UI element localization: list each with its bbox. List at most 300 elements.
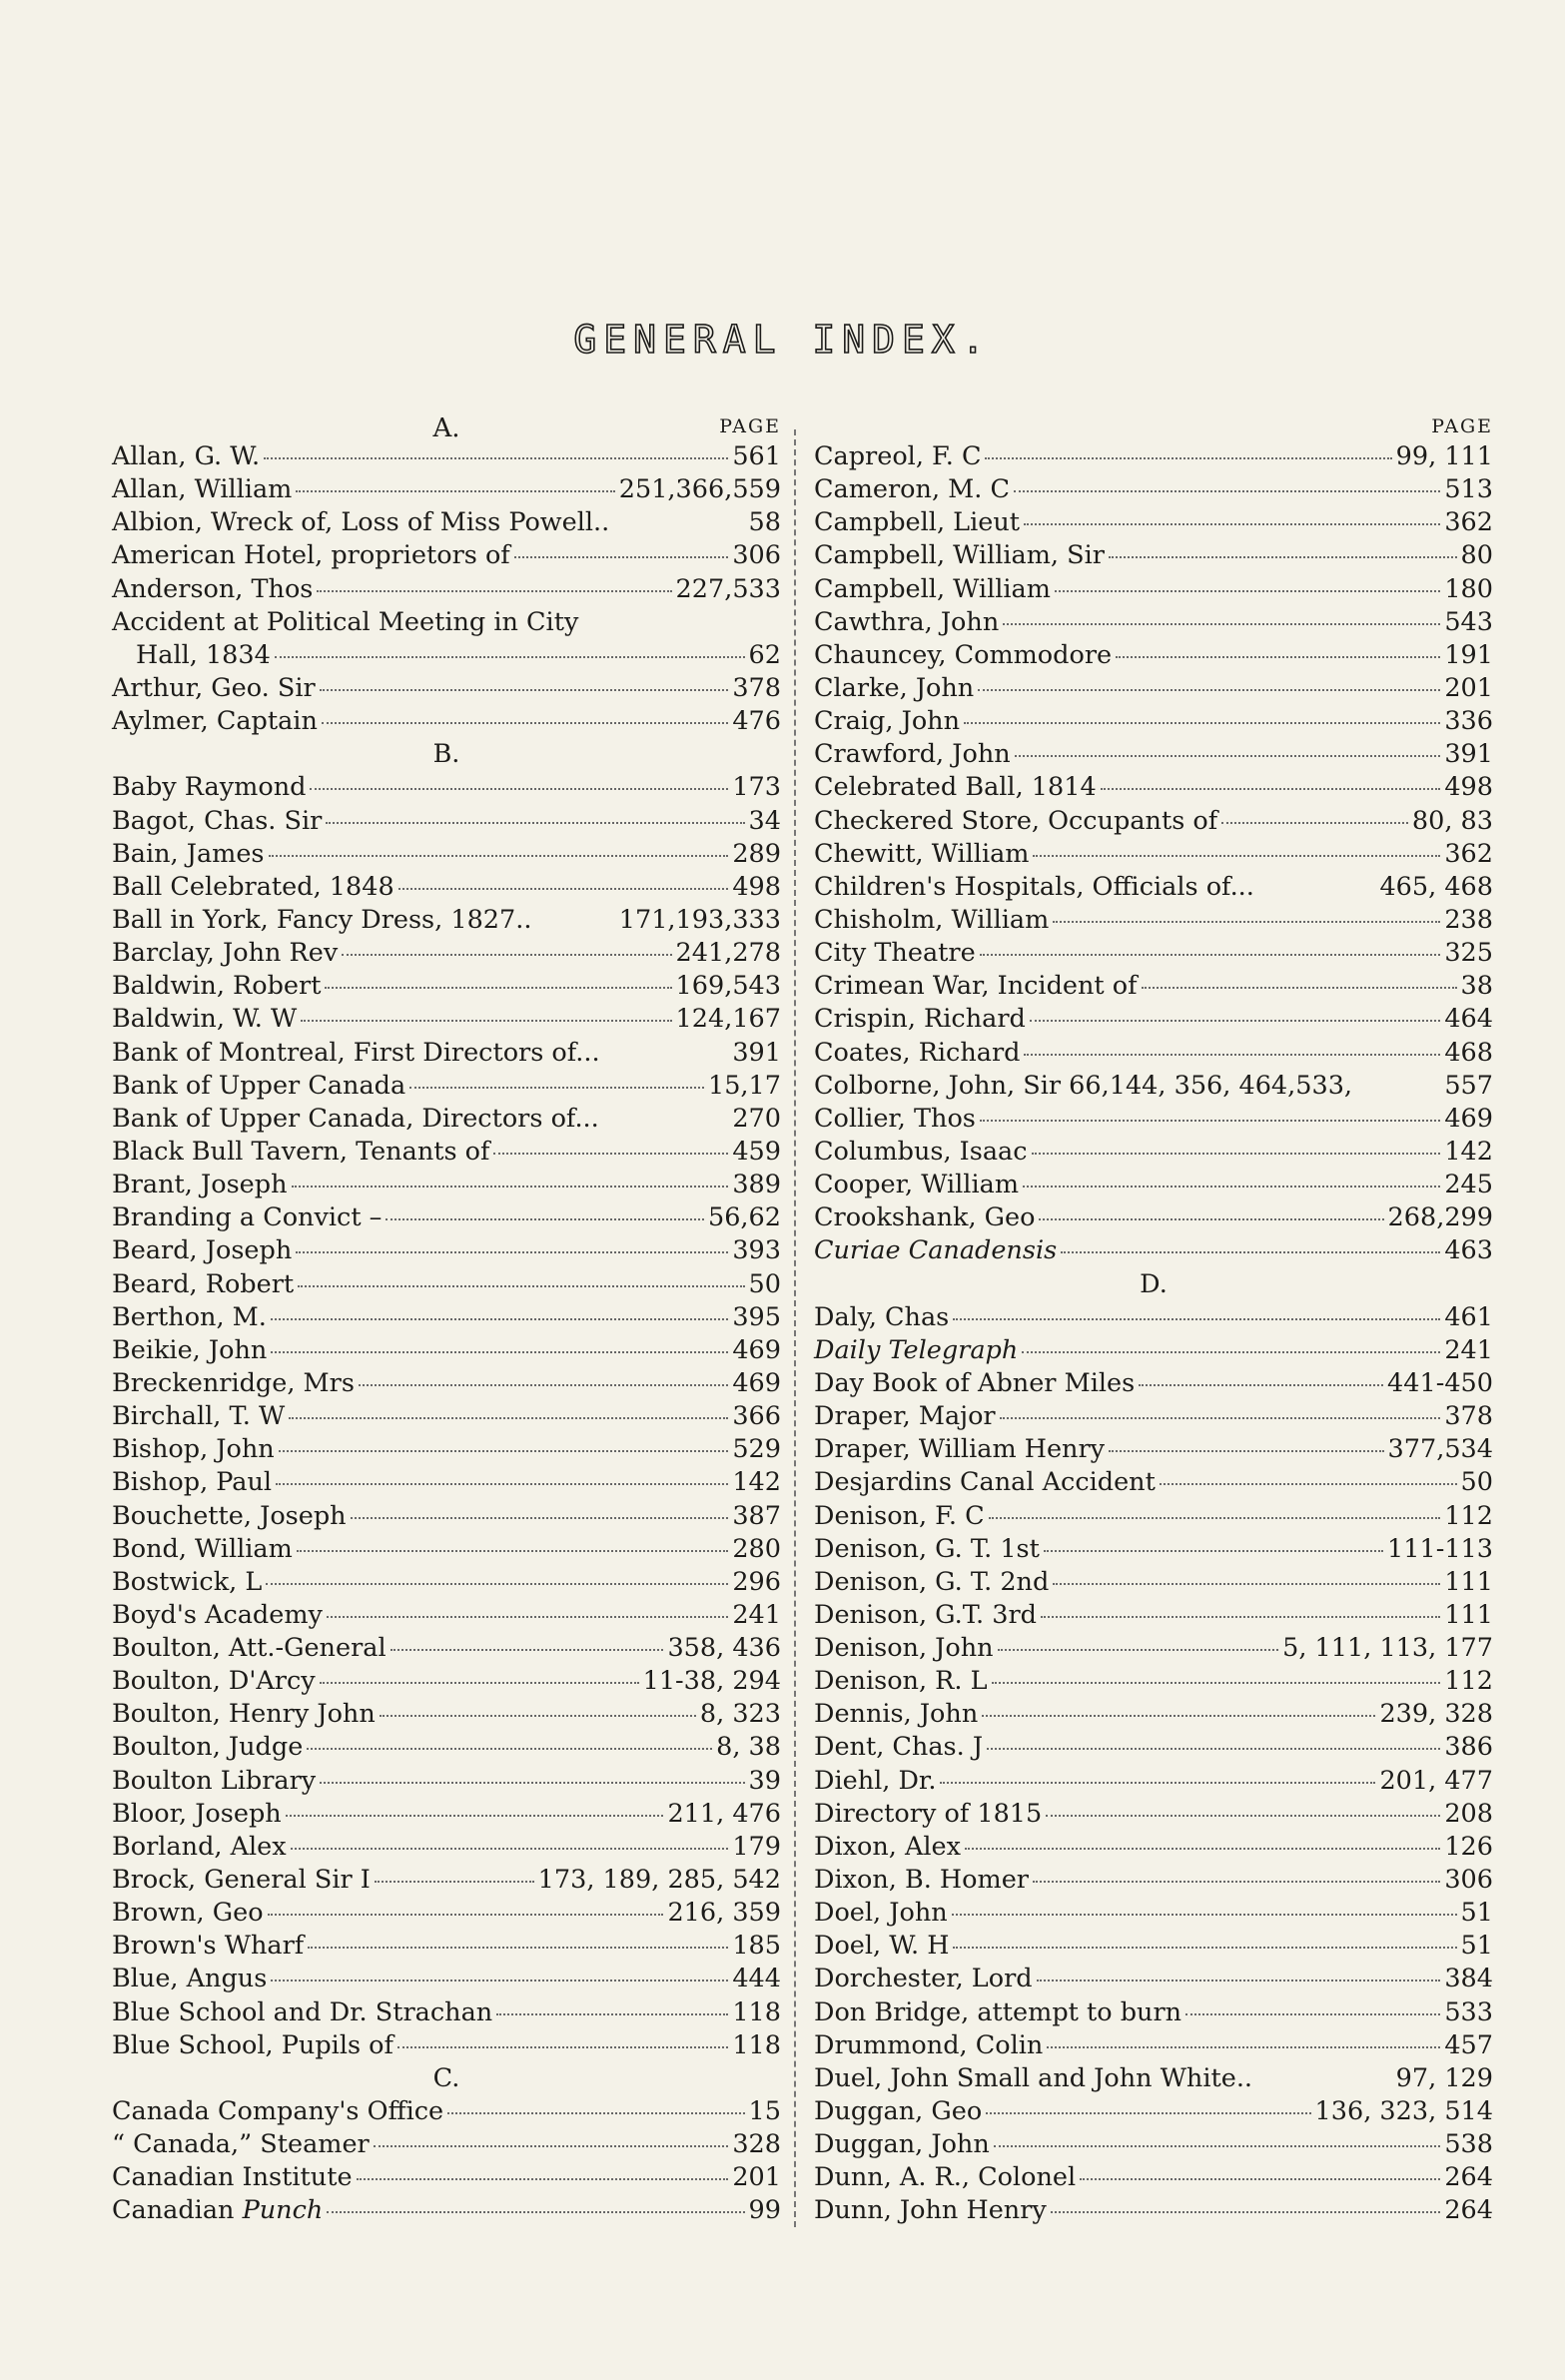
- entry-name-text: Breckenridge, Mrs: [112, 1367, 355, 1398]
- entry-name-text: Allan, G. W.: [112, 441, 261, 471]
- index-entry: [814, 2096, 1493, 2129]
- dot-leader: [351, 1517, 729, 1519]
- entry-name-text: “ Canada,” Steamer: [112, 2129, 370, 2160]
- entry-page: 208: [1444, 1798, 1493, 1829]
- index-entry: [112, 806, 781, 839]
- entry-name-text: Blue, Angus: [112, 1964, 268, 1994]
- entry-page: 241: [732, 1599, 781, 1630]
- entry-name-text: Anderson, Thos: [112, 573, 314, 604]
- index-entry: [814, 1401, 1493, 1434]
- entry-name-italic: Daily Telegraph: [814, 1334, 1019, 1365]
- dot-leader: [1139, 1384, 1383, 1386]
- entry-page: 124,167: [675, 1004, 781, 1035]
- entry-page: 97, 129: [1395, 2062, 1493, 2093]
- section-letter: B.: [432, 739, 460, 770]
- index-entry: [814, 1666, 1493, 1699]
- entry-name: [814, 574, 1051, 604]
- entry-page: 469: [1444, 1103, 1493, 1134]
- entry-name: [112, 1997, 492, 2027]
- index-entry: [112, 1898, 781, 1931]
- entry-name: [112, 1931, 304, 1961]
- index-entry: [112, 1534, 781, 1567]
- dot-leader: [276, 1483, 728, 1485]
- dot-leader: [1160, 1483, 1457, 1485]
- dot-leader: [317, 590, 671, 592]
- entry-name-text: Crawford, John: [814, 739, 1011, 770]
- dot-leader: [978, 689, 1440, 691]
- entry-name: [814, 2162, 1076, 2192]
- entry-name-text: Baldwin, Robert: [112, 971, 322, 1002]
- entry-name-text: Dennis, John: [814, 1699, 979, 1730]
- entry-page: 216, 359: [667, 1898, 781, 1929]
- index-entry: [112, 2162, 781, 2195]
- index-entry: [814, 540, 1493, 573]
- index-entry: [814, 1004, 1493, 1037]
- entry-page: 296: [732, 1566, 781, 1597]
- entry-name: [112, 1401, 285, 1431]
- index-entry: [814, 1467, 1493, 1500]
- entry-name-text: Albion, Wreck of, Loss of Miss Powell..: [112, 507, 610, 538]
- index-entry: [814, 905, 1493, 938]
- entry-page: 469: [732, 1367, 781, 1398]
- entry-page: 50: [748, 1268, 781, 1299]
- entry-name-text: Daly, Chas: [814, 1301, 950, 1332]
- dot-leader: [320, 689, 729, 691]
- dot-leader: [1003, 623, 1440, 625]
- index-entry: [112, 1335, 781, 1368]
- dot-leader: [989, 1517, 1441, 1519]
- index-entry: [814, 2030, 1493, 2063]
- dot-leader: [1142, 987, 1457, 989]
- entry-name: [814, 1732, 983, 1762]
- entry-name: [814, 1302, 949, 1332]
- entry-name-text: Dunn, John Henry: [814, 2195, 1047, 2226]
- dot-leader: [994, 2145, 1441, 2147]
- entry-name: [112, 1799, 282, 1829]
- index-entry: [112, 1799, 781, 1832]
- dot-leader: [266, 1583, 728, 1585]
- index-entry: [814, 640, 1493, 673]
- entry-name-text: Cooper, William: [814, 1170, 1019, 1200]
- dot-leader: [374, 2145, 729, 2147]
- entry-name-text: Cawthra, John: [814, 606, 1000, 637]
- entry-page: 358, 436: [667, 1633, 781, 1664]
- index-entry: [814, 1302, 1493, 1335]
- entry-page: 51: [1460, 1898, 1493, 1929]
- entry-name: [814, 1038, 1020, 1068]
- index-entry: [112, 1732, 781, 1765]
- index-entry: [112, 1931, 781, 1964]
- entry-name-text: Bain, James: [112, 838, 265, 869]
- index-entry: [814, 872, 1493, 905]
- entry-page: 39: [748, 1765, 781, 1796]
- entry-name-text: Day Book of Abner Miles: [814, 1367, 1136, 1398]
- index-entry: [814, 507, 1493, 540]
- entry-page: 238: [1444, 904, 1493, 935]
- entry-page: 241,278: [675, 938, 781, 969]
- entry-page: 362: [1444, 838, 1493, 869]
- dot-leader: [291, 1848, 729, 1850]
- entry-name-text: Bank of Upper Canada, Directors of...: [112, 1103, 599, 1134]
- entry-page: 538: [1444, 2129, 1493, 2160]
- dot-leader: [298, 1285, 744, 1287]
- index-entry: [112, 474, 781, 507]
- index-entry: [112, 1004, 781, 1037]
- entry-name-text: Checkered Store, Occupants of: [814, 805, 1218, 836]
- entry-name: [112, 540, 510, 570]
- entry-page: 34: [748, 805, 781, 836]
- index-entry: [814, 1137, 1493, 1170]
- entry-page: 391: [732, 1037, 781, 1068]
- entry-name: [112, 1766, 316, 1796]
- dot-leader: [1055, 590, 1440, 592]
- dot-leader: [286, 1815, 664, 1817]
- entry-name: [112, 673, 316, 703]
- entry-name: [814, 2096, 982, 2126]
- entry-page: 325: [1444, 938, 1493, 969]
- entry-name: [814, 1071, 1352, 1101]
- entry-page: 270: [732, 1103, 781, 1134]
- entry-name-text: Branding a Convict –: [112, 1202, 383, 1233]
- entry-page: 251,366,559: [618, 474, 781, 505]
- dot-leader: [307, 1748, 712, 1750]
- dot-leader: [1000, 1417, 1441, 1419]
- entry-page: 111-113: [1387, 1533, 1493, 1564]
- entry-name-text: Blue School and Dr. Strachan: [112, 1996, 493, 2027]
- dot-leader: [269, 855, 729, 857]
- dot-leader: [985, 457, 1391, 459]
- entry-page: 377,534: [1387, 1434, 1493, 1465]
- entry-name: [814, 806, 1217, 836]
- entry-page: 56,62: [707, 1202, 781, 1233]
- entry-name-text: Accident at Political Meeting in City: [112, 606, 579, 637]
- entry-name: [814, 1699, 978, 1729]
- entry-name: [112, 2162, 353, 2192]
- entry-name: [814, 1766, 936, 1796]
- entry-page: 8, 38: [716, 1732, 781, 1763]
- dot-leader: [409, 1087, 704, 1089]
- entry-name: [112, 839, 265, 869]
- entry-name-text: Brown, Geo: [112, 1898, 264, 1929]
- entry-name: [814, 1898, 948, 1928]
- entry-page: 468: [1444, 1037, 1493, 1068]
- entry-name-text: Dorchester, Lord: [814, 1964, 1033, 1994]
- entry-name: [112, 640, 271, 670]
- entry-page: 169,543: [675, 971, 781, 1002]
- entry-name: [814, 1997, 1181, 2027]
- entry-page: 118: [732, 2029, 781, 2060]
- index-entry: [112, 1170, 781, 1202]
- entry-name: [112, 1732, 303, 1762]
- entry-name-text: Campbell, William: [814, 573, 1051, 604]
- entry-page: 111: [1444, 1566, 1493, 1597]
- entry-name-text: Beard, Robert: [112, 1268, 295, 1299]
- entry-name-text: Drummond, Colin: [814, 2029, 1044, 2060]
- entry-name: [112, 1004, 297, 1034]
- entry-page: 38: [1460, 971, 1493, 1002]
- index-entry: [112, 1071, 781, 1104]
- entry-name: [814, 607, 999, 637]
- entry-name-text: Bishop, John: [112, 1434, 275, 1465]
- entry-name: [112, 1832, 287, 1862]
- entry-name: [814, 1799, 1042, 1829]
- index-entry: [112, 1997, 781, 2030]
- entry-page: 245: [1444, 1170, 1493, 1200]
- entry-name: [112, 1269, 294, 1299]
- entry-page: 498: [732, 871, 781, 902]
- index-entry: [112, 441, 781, 474]
- dot-leader: [1080, 2178, 1440, 2180]
- index-entry: [112, 1137, 781, 1170]
- entry-name-text: Denison, G. T. 2nd: [814, 1566, 1050, 1597]
- entry-name: [814, 1931, 949, 1961]
- entry-name: [112, 772, 306, 802]
- index-entry: [112, 1104, 781, 1137]
- index-entry: [814, 706, 1493, 739]
- entry-name: [814, 1235, 1057, 1265]
- dot-leader: [301, 1020, 671, 1022]
- dot-leader: [1024, 1054, 1440, 1056]
- index-entry: [112, 1401, 781, 1434]
- index-entry: [814, 1832, 1493, 1865]
- entry-name: [112, 1170, 288, 1199]
- entry-name: [112, 574, 313, 604]
- entry-name: [814, 971, 1138, 1001]
- entry-page: 561: [732, 441, 781, 471]
- entry-name-text: Bostwick, L: [112, 1566, 263, 1597]
- dot-leader: [1014, 490, 1440, 492]
- index-entry: [112, 1567, 781, 1600]
- entry-name: [814, 2195, 1047, 2225]
- entry-name-text: Crispin, Richard: [814, 1004, 1026, 1035]
- entry-name-text: Draper, Major: [814, 1401, 996, 1432]
- dot-leader: [1051, 2211, 1441, 2213]
- entry-page: 112: [1444, 1666, 1493, 1697]
- index-entry: [112, 1832, 781, 1865]
- entry-name-italic: Curiae Canadensis: [814, 1235, 1058, 1266]
- entry-name: [814, 441, 981, 471]
- entry-page: 557: [1444, 1070, 1493, 1101]
- entry-name: [814, 905, 1049, 935]
- entry-name-text: City Theatre: [814, 938, 976, 969]
- dot-leader: [1022, 1351, 1440, 1353]
- entry-name: [814, 540, 1105, 570]
- dot-leader: [1047, 2046, 1440, 2048]
- index-entry: [814, 1235, 1493, 1268]
- dot-leader: [1053, 1583, 1440, 1585]
- entry-name: [814, 1401, 996, 1431]
- entry-page: 461: [1444, 1301, 1493, 1332]
- entry-name: [814, 640, 1112, 670]
- entry-name: [112, 1898, 264, 1928]
- entry-name: [112, 1666, 316, 1696]
- index-entry: [814, 739, 1493, 772]
- entry-name: [814, 507, 1020, 537]
- dot-leader: [965, 1848, 1440, 1850]
- dot-leader: [1109, 1450, 1383, 1452]
- entry-name: [112, 1633, 387, 1663]
- entry-page: 51: [1460, 1931, 1493, 1962]
- entry-name-text: American Hotel, proprietors of: [112, 540, 510, 571]
- entry-page: 336: [1444, 706, 1493, 737]
- index-entry: [112, 1269, 781, 1302]
- dot-leader: [268, 1914, 664, 1916]
- entry-name: [112, 872, 394, 902]
- dot-leader: [320, 1682, 639, 1684]
- entry-page: 173, 189, 285, 542: [537, 1865, 781, 1896]
- index-entry: [814, 441, 1493, 474]
- dot-leader: [1015, 755, 1441, 757]
- entry-name-text: Boulton Library: [112, 1765, 317, 1796]
- index-entry: [814, 971, 1493, 1004]
- dot-leader: [952, 1914, 1457, 1916]
- entry-page: 389: [732, 1170, 781, 1200]
- entry-name-text: Desjardins Canal Accident: [814, 1467, 1156, 1498]
- entry-name-text: Duggan, John: [814, 2129, 990, 2160]
- entry-page: 112: [1444, 1500, 1493, 1531]
- index-entry: [112, 1766, 781, 1799]
- entry-name-text: Aylmer, Captain: [112, 706, 318, 737]
- entry-name-text: Capreol, F. C: [814, 441, 982, 471]
- entry-name-text: Allan, William: [112, 474, 293, 505]
- entry-page: 395: [732, 1301, 781, 1332]
- dot-leader: [1041, 1616, 1440, 1618]
- entry-page: 366: [732, 1401, 781, 1432]
- entry-name-text: Canadian Institute: [112, 2162, 353, 2193]
- entry-page: 513: [1444, 474, 1493, 505]
- entry-name-text: Brown's Wharf: [112, 1931, 305, 1962]
- dot-leader: [1116, 656, 1440, 658]
- entry-name-text: Beard, Joseph: [112, 1235, 293, 1266]
- entry-page: 111: [1444, 1599, 1493, 1630]
- entry-name-text: Borland, Alex: [112, 1831, 287, 1862]
- index-entry: [814, 1368, 1493, 1401]
- entry-name-text: Black Bull Tavern, Tenants of: [112, 1136, 490, 1167]
- dot-leader: [1037, 1980, 1441, 1982]
- index-entry: [112, 640, 781, 673]
- entry-name: [814, 2129, 990, 2159]
- dot-leader: [982, 1715, 1375, 1717]
- entry-name-text: Dixon, B. Homer: [814, 1865, 1029, 1896]
- entry-page: 171,193,333: [618, 904, 781, 935]
- entry-page: 529: [732, 1434, 781, 1465]
- dot-leader: [297, 1550, 729, 1552]
- dot-leader: [1044, 1550, 1383, 1552]
- entry-name: [814, 1501, 985, 1531]
- entry-page: 384: [1444, 1964, 1493, 1994]
- entry-name: [112, 1104, 599, 1134]
- entry-name: [814, 1170, 1019, 1199]
- entry-page: 362: [1444, 507, 1493, 538]
- entry-name: [112, 1202, 382, 1232]
- entry-name-text: Draper, William Henry: [814, 1434, 1106, 1465]
- entry-name: [112, 1071, 405, 1101]
- index-entry: [112, 872, 781, 905]
- entry-name: [112, 1368, 355, 1398]
- dot-leader: [1032, 1153, 1441, 1155]
- dot-leader: [397, 2046, 728, 2048]
- dot-leader: [514, 556, 729, 558]
- index-entry: [112, 1964, 781, 1996]
- index-entry: [814, 1699, 1493, 1732]
- index-entry: [112, 1633, 781, 1666]
- entry-page: 444: [732, 1964, 781, 1994]
- entry-name-text: Collier, Thos: [814, 1103, 976, 1134]
- entry-name: [814, 1434, 1105, 1464]
- entry-name: [814, 673, 974, 703]
- index-entry: [814, 1038, 1493, 1071]
- entry-name: [112, 1600, 323, 1630]
- entry-name-text: Crimean War, Incident of: [814, 971, 1138, 1002]
- entry-page: 142: [1444, 1136, 1493, 1167]
- entry-name: [814, 1202, 1035, 1232]
- entry-page: 8, 323: [699, 1699, 781, 1730]
- index-entry: [814, 1434, 1493, 1467]
- dot-leader: [357, 2178, 729, 2180]
- dot-leader: [447, 2112, 744, 2114]
- entry-page: 5, 111, 113, 177: [1282, 1633, 1493, 1664]
- entry-page: 15: [748, 2096, 781, 2127]
- index-entry: [814, 1534, 1493, 1567]
- entry-page: 378: [1444, 1401, 1493, 1432]
- entry-name: [112, 441, 260, 471]
- entry-name: [814, 474, 1010, 504]
- entry-page: 533: [1444, 1996, 1493, 2027]
- index-entry: [814, 1766, 1493, 1799]
- entry-page: 201: [1444, 672, 1493, 703]
- entry-name-text: Canada Company's Office: [112, 2096, 444, 2127]
- column-header: [814, 409, 1493, 441]
- dot-leader: [271, 1980, 728, 1982]
- entry-name: [814, 706, 960, 736]
- entry-name: [814, 739, 1011, 769]
- entry-page: 306: [732, 540, 781, 571]
- dot-leader: [398, 888, 729, 890]
- entry-name-text: Ball in York, Fancy Dress, 1827..: [112, 904, 532, 935]
- entry-page: 393: [732, 1235, 781, 1266]
- index-entry: [112, 2096, 781, 2129]
- dot-leader: [1024, 523, 1440, 525]
- section-letter: C.: [432, 2062, 460, 2093]
- entry-name: [814, 839, 1029, 869]
- dot-leader: [1101, 788, 1441, 790]
- entry-page: 386: [1444, 1732, 1493, 1763]
- entry-page: 378: [732, 672, 781, 703]
- entry-name-text: Beikie, John: [112, 1334, 268, 1365]
- dot-leader: [496, 2013, 728, 2015]
- dot-leader: [1033, 1881, 1440, 1883]
- dot-leader: [1185, 2013, 1440, 2015]
- index-entry: [814, 1600, 1493, 1633]
- entry-name: [814, 872, 1254, 902]
- entry-name: [814, 1534, 1040, 1564]
- entry-name: [112, 905, 531, 935]
- index-entry: [112, 1368, 781, 1401]
- dot-leader: [359, 1384, 728, 1386]
- entry-name: [112, 1501, 347, 1531]
- index-entry: [112, 607, 781, 640]
- entry-page: 11-38, 294: [642, 1666, 781, 1697]
- index-entry: [814, 2195, 1493, 2228]
- index-entry: [112, 905, 781, 938]
- entry-name: [112, 507, 609, 537]
- entry-page: 142: [732, 1467, 781, 1498]
- dot-leader: [308, 1947, 728, 1949]
- entry-name-text: Bank of Upper Canada: [112, 1070, 406, 1101]
- index-entry: [112, 574, 781, 607]
- dot-leader: [953, 1318, 1440, 1320]
- entry-name-text: Boulton, Judge: [112, 1732, 304, 1763]
